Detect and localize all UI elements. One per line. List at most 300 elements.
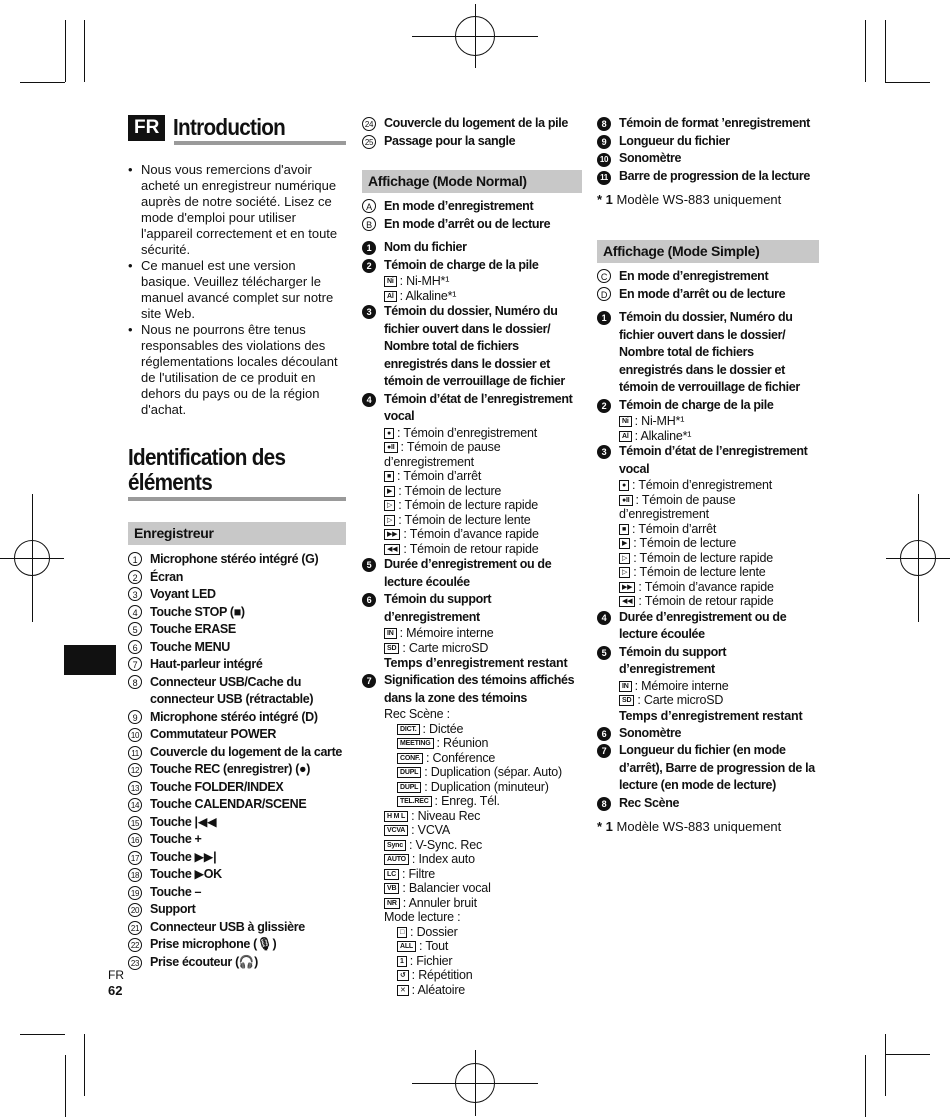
sub-item: [384, 641, 582, 656]
indicator-icon: ▶▶: [619, 582, 635, 593]
sub-item: [397, 983, 582, 998]
list-item: [597, 168, 819, 186]
sub-list: [597, 414, 819, 443]
sub-item-text: : Annuler bruit: [402, 895, 477, 910]
registration-mark: [0, 558, 64, 559]
section-title: Identification des éléments: [128, 444, 286, 495]
item-text: Connecteur USB à glissière: [150, 919, 305, 934]
item-number: [128, 639, 150, 657]
sub-item: [397, 939, 582, 954]
item-number-badge: 13: [128, 781, 142, 795]
sub-item-text: : Témoin d’enregistrement: [397, 425, 538, 440]
item-number-badge: 5: [362, 558, 376, 572]
item-number-badge: 1: [597, 311, 611, 325]
intro-bullets: [128, 162, 346, 418]
item-number: [128, 814, 150, 832]
item-number-badge: 11: [128, 746, 142, 760]
item-number-badge: 8: [597, 797, 611, 811]
item-number-badge: 4: [362, 393, 376, 407]
item-number-badge: 15: [128, 816, 142, 830]
list-item: [362, 115, 582, 133]
list-item: [128, 621, 346, 639]
indicator-icon: ●II: [619, 495, 633, 506]
footnote-text: Modèle WS-883 uniquement: [612, 192, 782, 207]
sub-item-text: : Aléatoire: [411, 982, 466, 997]
sub-item-text: : Duplication (sépar. Auto): [424, 765, 562, 779]
item-number-badge: 18: [128, 868, 142, 882]
item-number: [597, 268, 619, 286]
footnote: [597, 191, 819, 208]
item-number-badge: 2: [128, 570, 142, 584]
item-text: Longueur du fichier (en mode d’arrêt), Barre de progression de la lecture (en mode de lecture): [619, 743, 815, 792]
item-text: Longueur du fichier: [619, 133, 730, 148]
sub-item-text: : Témoin d’avance rapide: [638, 579, 774, 594]
sub-item-text: : Témoin de lecture rapide: [398, 498, 538, 512]
sub-item: [384, 289, 582, 304]
list-item: [128, 709, 346, 727]
bullet: • Ce manuel est une version basique. Veuillez télécharger le manuel avancé complet sur notre site Web.: [128, 258, 346, 322]
list-item: [128, 586, 346, 604]
item-number-badge: 6: [362, 593, 376, 607]
sub-item: [384, 867, 582, 882]
column-1: [128, 114, 346, 971]
item-number: [128, 674, 150, 709]
item-text: Témoin de charge de la pile: [619, 397, 774, 412]
sub-item-text: : Conférence: [426, 750, 496, 765]
item-text: Barre de progression de la lecture: [619, 168, 810, 183]
item-text: Touche CALENDAR/SCENE: [150, 797, 307, 811]
item-number: [128, 954, 150, 972]
indicator-icon: Ni: [619, 416, 632, 427]
list-item: [597, 150, 819, 168]
footnote-text: Modèle WS-883 uniquement: [612, 819, 782, 834]
list-item: [362, 591, 582, 626]
list-item: [128, 919, 346, 937]
item-number-badge: A: [362, 199, 376, 213]
item-number-badge: 16: [128, 833, 142, 847]
item-number-badge: 11: [597, 171, 611, 185]
crop-mark: [20, 82, 65, 83]
sub-list: [362, 707, 582, 997]
crop-mark: [885, 1054, 930, 1055]
item-number-badge: 14: [128, 798, 142, 812]
crop-mark: [84, 20, 85, 82]
indicator-icon: CONF.: [397, 753, 423, 764]
sub-item-text: : Index auto: [411, 852, 475, 866]
item-number: [128, 779, 150, 797]
sub-item-text: : Répétition: [411, 968, 473, 982]
item-number: [597, 168, 619, 186]
item-number-badge: 12: [128, 763, 142, 777]
indicator-icon: VCVA: [384, 825, 408, 836]
sub-item: [397, 780, 582, 795]
sub-item: [384, 823, 582, 838]
item-number-badge: 6: [128, 640, 142, 654]
indicator-icon: ↺: [397, 970, 409, 981]
list-item: [128, 901, 346, 919]
list-item: [128, 831, 346, 849]
indicator-icon: ▷: [619, 567, 630, 578]
sub-item: [619, 551, 819, 566]
column-3: [597, 115, 819, 835]
item-number: [128, 901, 150, 919]
crop-mark: [885, 20, 886, 82]
list-item: [597, 397, 819, 415]
indicator-icon: Al: [384, 291, 397, 302]
item-number: [362, 239, 384, 257]
item-number: [597, 115, 619, 133]
item-number: [362, 672, 384, 707]
sub-item: [384, 896, 582, 911]
crop-mark: [65, 20, 66, 82]
item-text: Touche STOP (■): [150, 604, 245, 619]
list-item: [128, 761, 346, 779]
sub-item: [384, 809, 582, 824]
indicator-icon: ▶: [384, 486, 395, 497]
indicator-icon: SD: [384, 643, 399, 654]
indicator-icon: ●II: [384, 442, 398, 453]
list-item: [128, 604, 346, 622]
sub-item-text: : Réunion: [436, 736, 489, 750]
sub-text: Temps d’enregistrement restant: [384, 656, 568, 670]
list-item: [128, 866, 346, 884]
crop-mark: [865, 20, 866, 82]
item-number: [362, 198, 384, 216]
item-number: [597, 725, 619, 743]
item-number-badge: 8: [597, 117, 611, 131]
parts-list-continued: [362, 115, 582, 150]
sub-item: [619, 565, 819, 580]
item-number: [128, 761, 150, 779]
display-items: [362, 239, 582, 997]
chapter-tab: [64, 645, 116, 675]
item-number-badge: 10: [128, 728, 142, 742]
item-text: Signification des témoins affichés dans la zone des témoins: [384, 673, 575, 705]
list-item: [128, 884, 346, 902]
item-text: Haut-parleur intégré: [150, 657, 263, 671]
registration-mark: [412, 36, 538, 37]
sub-item-text: : Duplication (minuteur): [424, 779, 549, 794]
list-item: [597, 644, 819, 679]
sub-item-text: : V-Sync. Rec: [408, 837, 483, 852]
indicator-icon: ALL: [397, 941, 416, 952]
indicator-icon: DUPL: [397, 767, 421, 778]
list-item: [362, 133, 582, 151]
item-number: [362, 133, 384, 151]
item-text: Connecteur USB/Cache du connecteur USB (rétractable): [150, 674, 314, 706]
footnote: [597, 818, 819, 835]
indicator-icon: Al: [619, 431, 632, 442]
sub-item-text: : Balancier vocal: [402, 881, 491, 895]
indicator-icon: LC: [384, 869, 399, 880]
sub-item-text: : Témoin de lecture: [398, 483, 502, 498]
item-number: [128, 621, 150, 639]
list-item: [362, 257, 582, 275]
sub-item: [397, 968, 582, 983]
sub-item: [397, 794, 582, 809]
item-number: [128, 551, 150, 569]
item-number-badge: 1: [362, 241, 376, 255]
sub-item-text: : Ni-MH*¹: [399, 274, 450, 288]
sub-item: [619, 429, 819, 444]
sub-item: [384, 484, 582, 499]
sub-item: [384, 513, 582, 528]
item-number-badge: 6: [597, 727, 611, 741]
indicator-icon: ▶▶: [384, 529, 400, 540]
item-text: Touche ▶▶|: [150, 849, 217, 864]
item-number: [362, 391, 384, 426]
list-item: [597, 115, 819, 133]
page-number: [108, 967, 124, 999]
item-number: [597, 644, 619, 679]
indicator-icon: Ni: [384, 276, 397, 287]
item-text: Témoin d’état de l’enregistrement vocal: [619, 444, 808, 476]
item-text: Témoin de format ’enregistrement: [619, 116, 810, 130]
item-number: [128, 726, 150, 744]
sub-item-text: : Témoin d’arrêt: [397, 469, 482, 483]
section-bar: Affichage (Mode Simple): [597, 240, 819, 263]
indicator-icon: MEETING: [397, 738, 434, 749]
indicator-icon: ▷: [384, 515, 395, 526]
sub-item: [397, 736, 582, 751]
item-text: Voyant LED: [150, 587, 216, 601]
sub-item: [619, 493, 819, 522]
list-item: [362, 198, 582, 216]
item-number: [597, 150, 619, 168]
indicator-icon: DUPL: [397, 782, 421, 793]
footnote-star: *: [597, 192, 606, 207]
item-text: Touche ERASE: [150, 622, 236, 636]
item-text: Durée d’enregistrement ou de lecture écoulée: [384, 557, 552, 589]
indicator-icon: ■: [384, 471, 394, 482]
indicator-icon: 1: [397, 956, 407, 967]
sub-item-text: : Carte microSD: [637, 693, 724, 707]
item-number: [128, 936, 150, 954]
item-number-badge: 22: [128, 938, 142, 952]
list-item: [128, 814, 346, 832]
play-mode-list: [384, 925, 582, 998]
item-number-badge: 7: [597, 744, 611, 758]
item-text: Sonomètre: [619, 725, 682, 740]
bullet: • Nous ne pourrons être tenus responsables des violations des réglementations locales découlant de l'utilisation de ce produit en dehors du pays ou de la région d'achat.: [128, 322, 346, 418]
list-item: [362, 391, 582, 426]
item-number: [128, 866, 150, 884]
sub-item: [619, 693, 819, 708]
item-text: En mode d’enregistrement: [619, 269, 769, 283]
page-title: Introduction: [173, 114, 286, 140]
indicator-icon: ◀◀: [384, 544, 400, 555]
list-item: [597, 742, 819, 795]
sub-item-text: : Enreg. Tél.: [434, 794, 500, 808]
list-item: [128, 936, 346, 954]
item-text: En mode d’arrêt ou de lecture: [619, 286, 786, 301]
sub-item-text: : Fichier: [409, 953, 453, 968]
item-number-badge: 20: [128, 903, 142, 917]
indicator-icon: IN: [384, 628, 397, 639]
item-number: [597, 397, 619, 415]
sub-item: [384, 426, 582, 441]
display-items: [597, 309, 819, 812]
footnote-star: *: [597, 819, 606, 834]
sub-text: Mode lecture :: [384, 910, 461, 924]
sub-list: [362, 626, 582, 655]
indicator-icon: ●: [384, 428, 394, 439]
item-text: Couvercle du logement de la carte: [150, 744, 342, 759]
sub-item-text: : Témoin d’avance rapide: [403, 527, 539, 541]
indicator-icon: ✕: [397, 985, 409, 996]
sub-item: [384, 527, 582, 542]
crop-mark: [20, 1034, 65, 1035]
sub-item: [384, 838, 582, 853]
sub-item: [619, 580, 819, 595]
item-text: Couvercle du logement de la pile: [384, 116, 568, 130]
sub-list: [362, 274, 582, 303]
page-num: 62: [108, 983, 123, 998]
item-number: [128, 709, 150, 727]
indicator-icon: ▷: [384, 500, 395, 511]
item-number-badge: 9: [597, 135, 611, 149]
item-text: Passage pour la sangle: [384, 133, 516, 148]
sub-item-text: : VCVA: [411, 823, 450, 837]
item-number-badge: 3: [128, 587, 142, 601]
sub-item-text: : Carte microSD: [402, 640, 489, 655]
item-number: [362, 556, 384, 591]
item-number: [128, 604, 150, 622]
sub-item: [619, 478, 819, 493]
list-item: [597, 443, 819, 478]
indicator-icon: IN: [619, 681, 632, 692]
sub-item-text: : Mémoire interne: [634, 678, 729, 693]
list-item: [597, 609, 819, 644]
list-item: [597, 133, 819, 151]
indicator-icon: ■: [619, 524, 629, 535]
item-text: Durée d’enregistrement ou de lecture écoulée: [619, 609, 787, 641]
sub-item-text: : Témoin d’arrêt: [632, 521, 717, 536]
footnote-num: 1: [605, 192, 613, 207]
sub-text: Temps d’enregistrement restant: [619, 708, 803, 723]
list-item: [362, 239, 582, 257]
sub-item-text: : Témoin de lecture: [633, 536, 737, 550]
indicator-icon: TEL.REC: [397, 796, 432, 807]
sub-item: [384, 881, 582, 896]
list-item: [128, 744, 346, 762]
item-number-badge: D: [597, 287, 611, 301]
sub-item-text: : Alkaline*¹: [634, 428, 692, 443]
list-item: [362, 303, 582, 391]
item-number: [128, 831, 150, 849]
item-number-badge: 5: [597, 646, 611, 660]
item-number: [597, 286, 619, 304]
bullet: • Nous vous remercions d'avoir acheté un enregistreur numérique auprès de notre société. Lisez ce mode d'emploi pour utiliser l'appareil correctement et en toute sécurité.: [128, 162, 346, 258]
item-text: Écran: [150, 569, 183, 584]
crop-mark: [865, 1055, 866, 1117]
item-text: Témoin de charge de la pile: [384, 257, 539, 272]
item-number: [128, 569, 150, 587]
footnote-num: 1: [605, 819, 613, 834]
item-number-badge: 2: [362, 259, 376, 273]
display-items-continued: [597, 115, 819, 185]
page-lang: FR: [108, 968, 124, 982]
indicator-icon: ●: [619, 480, 629, 491]
item-text: Témoin du dossier, Numéro du fichier ouvert dans le dossier/ Nombre total de fichiers enregistrés dans le dossier et témoin de verrouillage de fichier: [384, 304, 565, 388]
indicator-icon: ▷: [619, 553, 630, 564]
item-text: Prise écouteur (🎧): [150, 954, 258, 969]
indicator-icon: Sync: [384, 840, 406, 851]
sub-item: [384, 498, 582, 513]
sub-item-text: : Dossier: [410, 924, 458, 939]
list-item: [128, 726, 346, 744]
list-item: [597, 268, 819, 286]
item-number: [128, 656, 150, 674]
mode-list: [362, 198, 582, 233]
item-text: Touche +: [150, 832, 202, 846]
list-item: [128, 674, 346, 709]
list-item: [128, 779, 346, 797]
item-number: [362, 257, 384, 275]
item-text: Touche |◀◀: [150, 814, 217, 829]
item-number: [362, 303, 384, 391]
sub-item: [384, 469, 582, 484]
item-number: [597, 795, 619, 813]
indicator-icon: H M L: [384, 811, 408, 822]
item-text: Rec Scène: [619, 795, 680, 810]
item-text: Touche REC (enregistrer) (●): [150, 762, 311, 776]
item-number-badge: 21: [128, 921, 142, 935]
item-number-badge: 8: [128, 675, 142, 689]
crop-mark: [65, 1055, 66, 1117]
crop-mark: [84, 1034, 85, 1096]
list-item: [128, 954, 346, 972]
sub-item-text: : Témoin d’enregistrement: [632, 478, 773, 492]
item-number: [597, 742, 619, 795]
title-rule: [174, 141, 346, 145]
item-number: [128, 849, 150, 867]
item-number: [128, 919, 150, 937]
item-number-badge: 4: [128, 605, 142, 619]
sub-item-text: : Filtre: [401, 866, 436, 881]
list-item: [362, 216, 582, 234]
item-text: En mode d’arrêt ou de lecture: [384, 216, 551, 231]
crop-mark: [885, 1034, 886, 1096]
item-text: Touche ▶OK: [150, 867, 222, 881]
item-text: Sonomètre: [619, 151, 682, 165]
item-number-badge: 17: [128, 851, 142, 865]
column-2: [362, 115, 582, 997]
sub-text: Rec Scène :: [384, 707, 450, 721]
list-item: [128, 639, 346, 657]
item-number: [128, 796, 150, 814]
sub-item: [397, 954, 582, 969]
item-number-badge: 2: [597, 399, 611, 413]
list-item: [128, 551, 346, 569]
list-item: [597, 795, 819, 813]
indicator-icon: DICT.: [397, 724, 420, 735]
list-item: [362, 672, 582, 707]
sub-item: [619, 594, 819, 609]
item-number: [362, 216, 384, 234]
list-item: [362, 556, 582, 591]
mode-list: [597, 268, 819, 303]
sub-item: [397, 722, 582, 737]
item-text: Microphone stéréo intégré (G): [150, 552, 319, 566]
item-number-badge: 4: [597, 611, 611, 625]
item-text: Témoin d’état de l’enregistrement vocal: [384, 391, 573, 423]
sub-item: [619, 679, 819, 694]
section-rule: [128, 497, 346, 501]
sub-item-text: : Témoin de retour rapide: [638, 594, 774, 608]
sub-item: [384, 852, 582, 867]
sub-list: [597, 478, 819, 609]
